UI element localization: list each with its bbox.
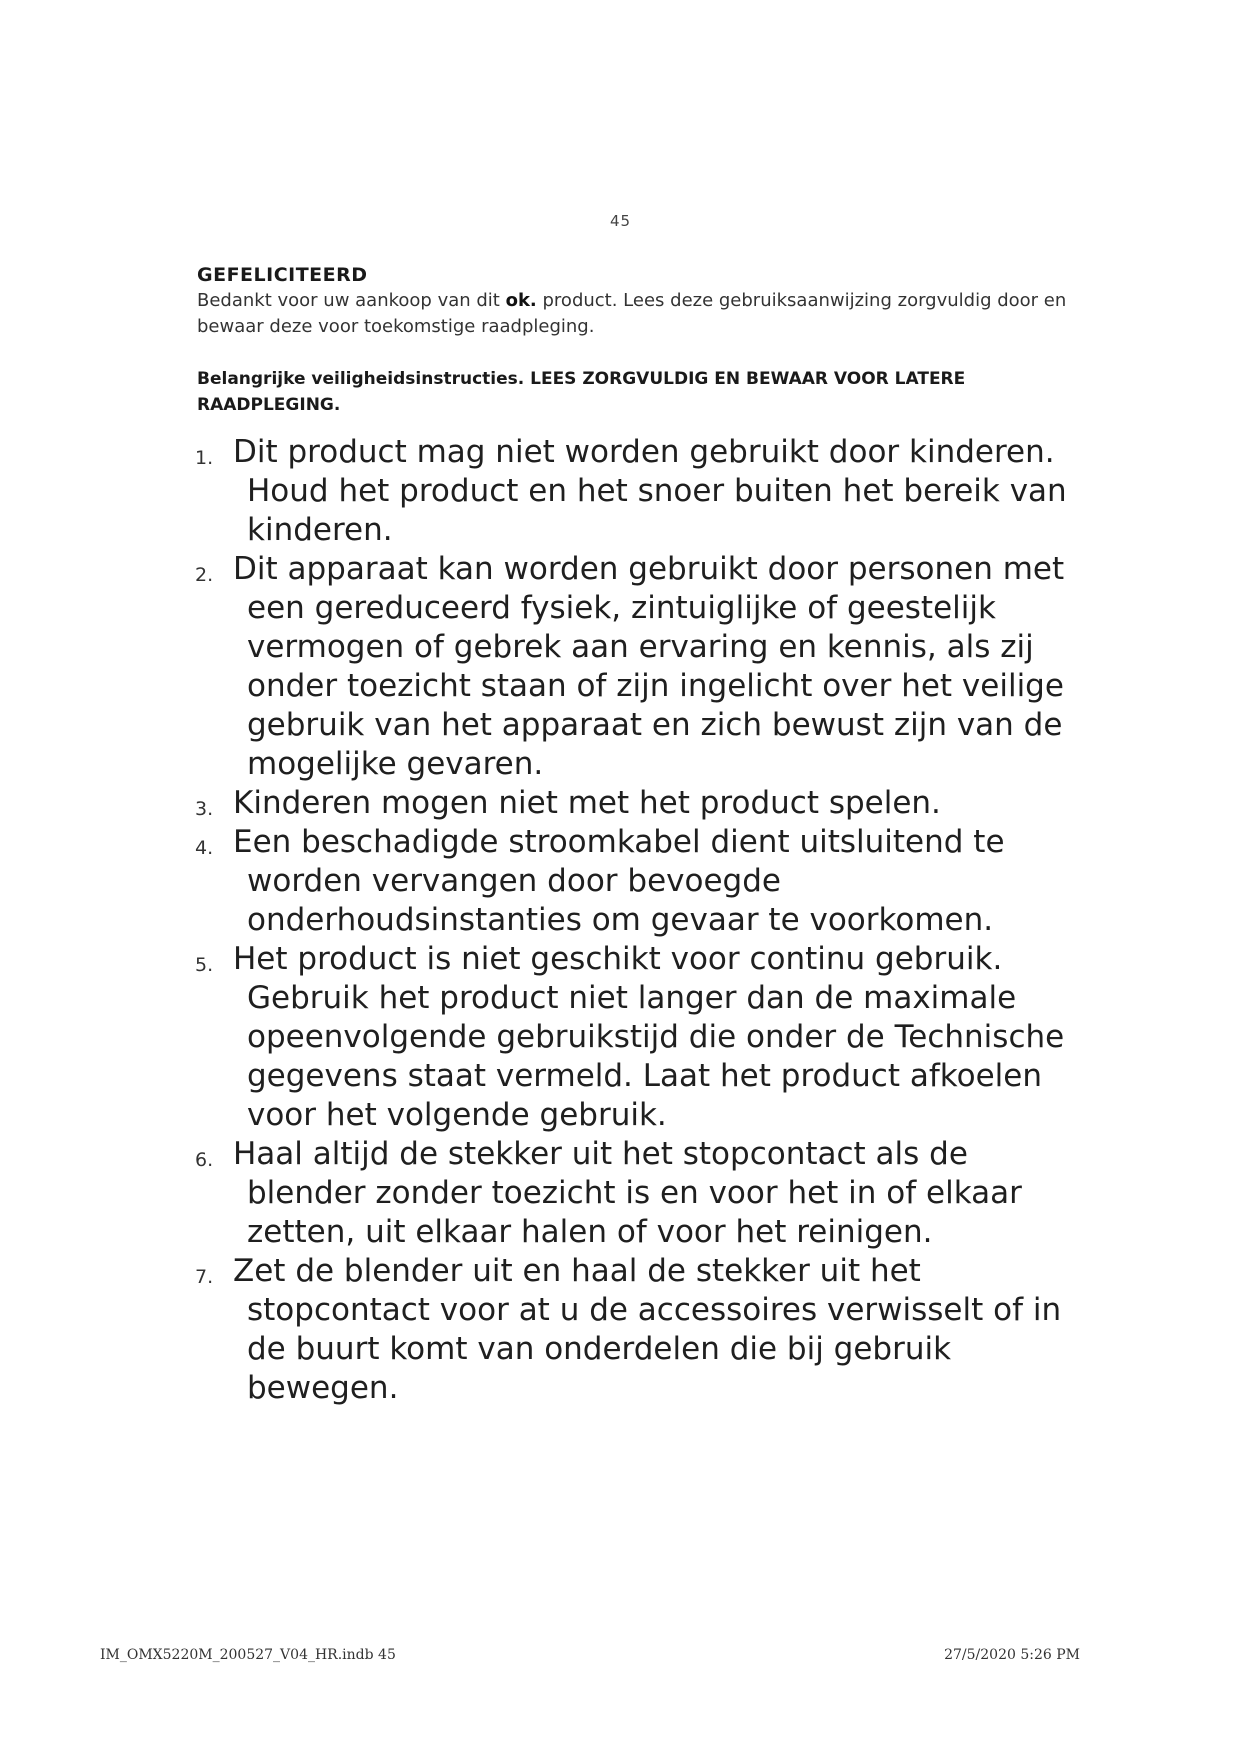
instruction-text: Zet de blender uit en haal de stekker uit het stopcontact voor at u de accessoires verwisselt of in de buurt komt van onderdelen die bij gebruik bewegen. xyxy=(233,1253,1062,1406)
instruction-text: Kinderen mogen niet met het product spelen. xyxy=(233,785,941,821)
instruction-item xyxy=(195,1135,1075,1252)
intro-text-before: Bedankt voor uw aankoop van dit xyxy=(197,290,506,311)
instruction-item xyxy=(195,433,1075,550)
brand-name: ok. xyxy=(505,290,537,311)
intro-text xyxy=(197,288,1097,340)
instruction-number: 7. xyxy=(195,1266,214,1288)
instruction-number: 2. xyxy=(195,564,214,586)
instruction-number: 3. xyxy=(195,798,214,820)
instruction-item xyxy=(195,550,1075,784)
instruction-text: Het product is niet geschikt voor continu gebruik. Gebruik het product niet langer dan de maximale opeenvolgende gebruikstijd die onder de Technische gegevens staat vermeld. Laat het product afkoelen voor het volgende gebruik. xyxy=(233,941,1065,1133)
instruction-item xyxy=(195,940,1075,1135)
instruction-text: Een beschadigde stroomkabel dient uitsluitend te worden vervangen door bevoegde onderhoudsinstanties om gevaar te voorkomen. xyxy=(233,824,1005,938)
instruction-text: Dit apparaat kan worden gebruikt door personen met een gereduceerd fysiek, zintuiglijke of geestelijk vermogen of gebrek aan ervaring en kennis, als zij onder toezicht staan of zijn ingelicht over het veilige gebruik van het apparaat en zich bewust zijn van de mogelijke gevaren. xyxy=(233,551,1065,782)
instruction-number: 5. xyxy=(195,954,214,976)
safety-instructions-list xyxy=(195,433,1075,1408)
instruction-number: 1. xyxy=(195,447,214,469)
safety-notice: Belangrijke veiligheidsinstructies. LEES ZORGVULDIG EN BEWAAR VOOR LATERE RAADPLEGING. xyxy=(197,369,966,415)
instruction-number: 6. xyxy=(195,1149,214,1171)
footer-datetime: 27/5/2020 5:26 PM xyxy=(944,1647,1080,1663)
instruction-item xyxy=(195,823,1075,940)
instruction-item xyxy=(195,1252,1075,1408)
footer-filename: IM_OMX5220M_200527_V04_HR.indb 45 xyxy=(100,1647,396,1663)
instruction-text: Dit product mag niet worden gebruikt door kinderen. Houd het product en het snoer buiten het bereik van kinderen. xyxy=(233,434,1067,548)
instruction-item xyxy=(195,784,1075,823)
intro-section xyxy=(197,262,1097,418)
intro-text-after: product. Lees deze gebruiksaanwijzing zorgvuldig door en bewaar deze voor toekomstige raadpleging. xyxy=(197,290,1067,337)
page-number: 45 xyxy=(609,212,632,230)
instruction-text: Haal altijd de stekker uit het stopcontact als de blender zonder toezicht is en voor het in of elkaar zetten, uit elkaar halen of voor het reinigen. xyxy=(233,1136,1022,1250)
heading: GEFELICITEERD xyxy=(197,264,368,286)
instruction-number: 4. xyxy=(195,837,214,859)
